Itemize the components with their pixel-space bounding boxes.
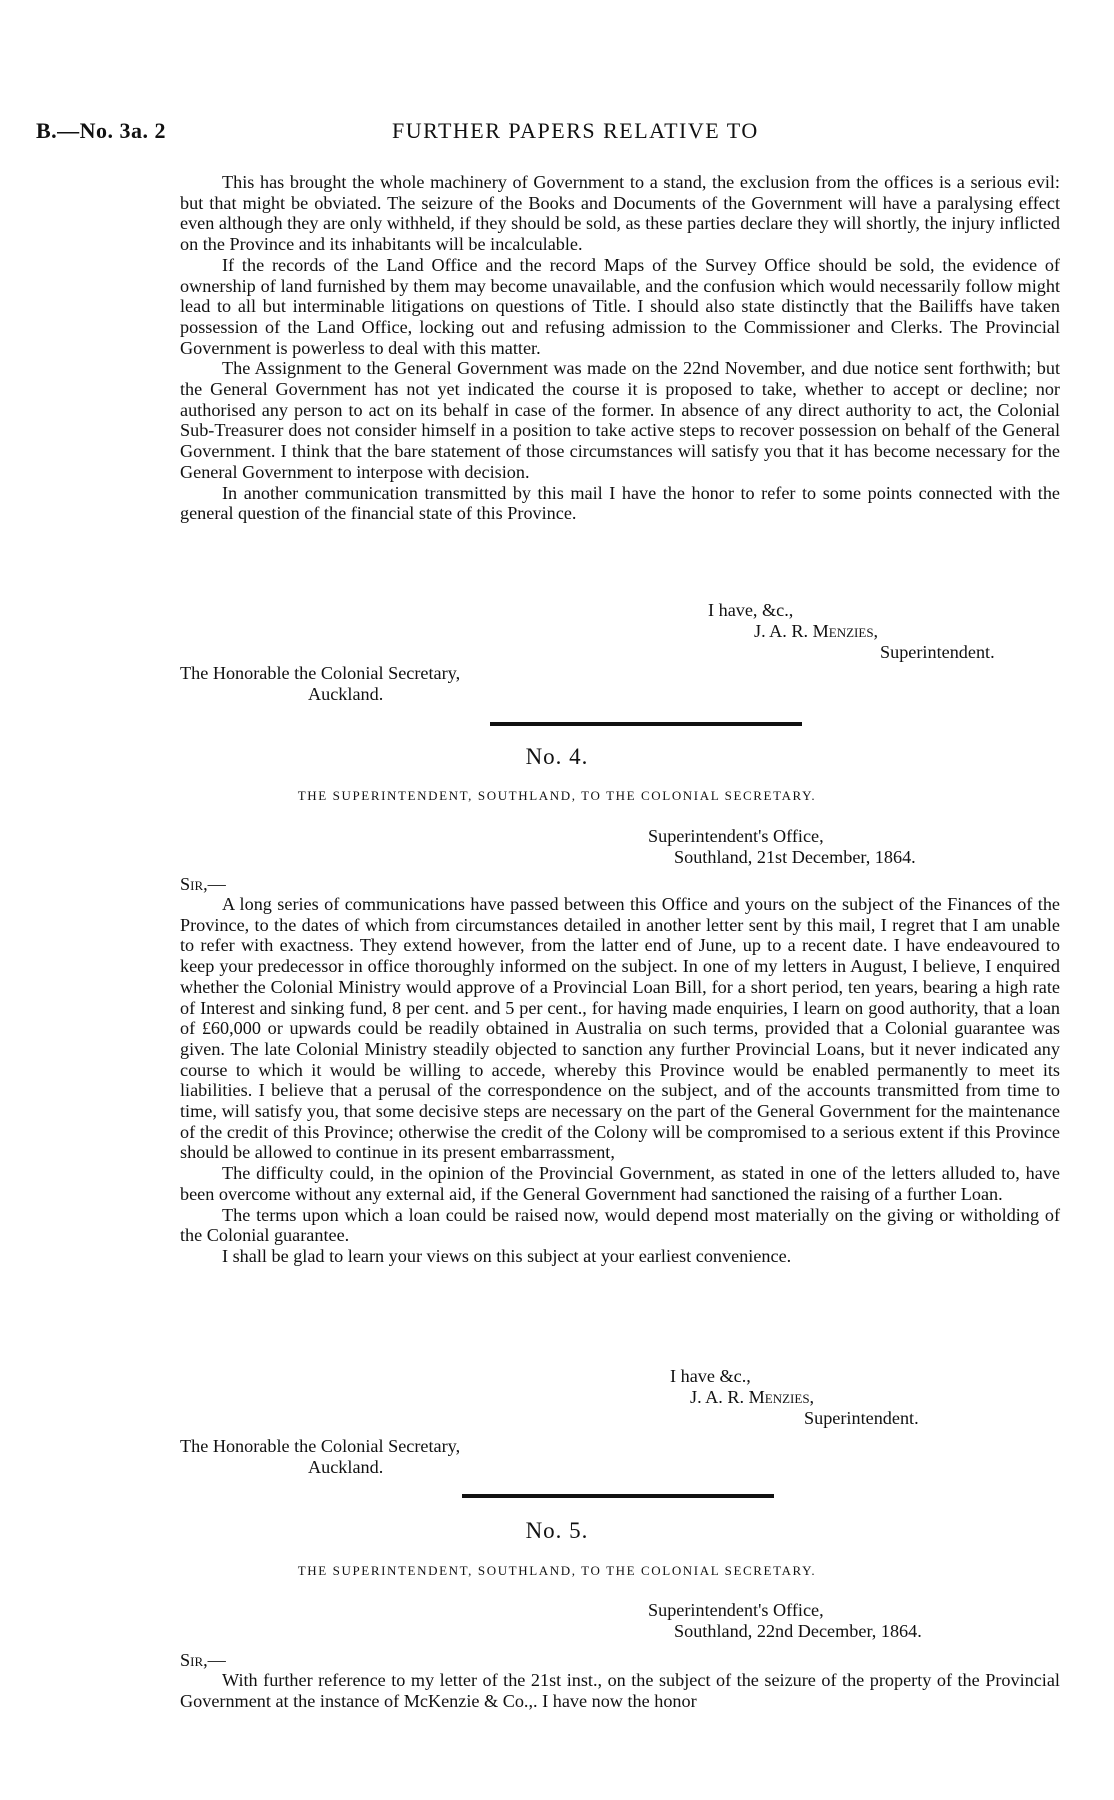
paragraph: I shall be glad to learn your views on this subject at your earliest convenience. — [222, 1245, 792, 1266]
signoff-role: Superintendent. — [804, 1408, 919, 1428]
page-title: FURTHER PAPERS RELATIVE TO — [392, 118, 759, 143]
office-line: Superintendent's Office, — [648, 1600, 824, 1620]
addressee-line: The Honorable the Colonial Secretary, — [180, 663, 461, 683]
paragraph: The difficulty could, in the opinion of the Provincial Government, as stated in one of the letters alluded to, have been overcome without any external aid, if the General Government had sanctioned the raising of a further Loan. — [180, 1163, 1060, 1204]
letter-body — [180, 1670, 1060, 1711]
page-reference: B.—No. 3a. 2 — [36, 118, 167, 143]
office-date: Southland, 21st December, 1864. — [674, 846, 916, 867]
section-divider — [490, 722, 802, 726]
salutation: Sir,— — [180, 1650, 226, 1670]
section-divider — [462, 1494, 774, 1498]
office-address — [648, 826, 916, 867]
paragraph: The Assignment to the General Government was made on the 22nd November, and due notice sent forthwith; but the General Government has not yet indicated the course it is proposed to take, whether to accept or decline; nor authorised any person to act on its behalf in case of the former. In absence of any direct authority to act, the Colonial Sub-Treasurer does not consider himself in a position to take active steps to recover possession on behalf of the General Government. I think that the bare statement of those circumstances will satisfy you that it has become necessary for the General Government to interpose with decision. — [180, 358, 1060, 482]
addressee — [180, 1436, 460, 1477]
salutation: Sir,— — [180, 874, 226, 894]
document-heading: THE SUPERINTENDENT, SOUTHLAND, TO THE COLONIAL SECRETARY. — [297, 788, 817, 803]
signoff-name: J. A. R. Menzies, — [690, 1387, 815, 1407]
signoff-closing: I have &c., — [670, 1366, 751, 1386]
continuation-body — [180, 172, 1060, 524]
addressee-place: Auckland. — [308, 1456, 384, 1477]
paragraph: With further reference to my letter of the 21st inst., on the subject of the seizure of the property of the Provincial Government at the instance of McKenzie & Co.,. I have now the honor — [180, 1670, 1060, 1711]
addressee-place: Auckland. — [308, 683, 384, 704]
signoff-closing: I have, &c., — [708, 600, 794, 620]
addressee-line: The Honorable the Colonial Secretary, — [180, 1436, 461, 1456]
document-number: No. 5. — [525, 1518, 589, 1543]
paragraph: The terms upon which a loan could be raised now, would depend most materially on the giving or witholding of the Colonial guarantee. — [180, 1204, 1060, 1246]
page-header — [36, 118, 1086, 152]
paragraph: In another communication transmitted by this mail I have the honor to refer to some points connected with the general question of the financial state of this Province. — [180, 482, 1060, 524]
addressee — [180, 663, 460, 704]
letter-body — [180, 894, 1060, 1267]
paragraph: This has brought the whole machinery of Government to a stand, the exclusion from the offices is a serious evil: but that might be obviated. The seizure of the Books and Documents of the Government will have a paralysing effect even although they are only withheld, if they should be sold, as these parties declare they will shortly, the injury inflicted on the Province and its inhabitants will be incalculable. — [180, 172, 1060, 255]
office-line: Superintendent's Office, — [648, 826, 824, 846]
document-number: No. 4. — [525, 744, 589, 769]
paragraph: If the records of the Land Office and the record Maps of the Survey Office should be sold, the evidence of ownership of land furnished by them may become unavailable, and the confusion which would necessarily follow might lead to all but interminable litigations on questions of Title. I should also state distinctly that the Bailiffs have taken possession of the Land Office, locking out and refusing admission to the Commissioner and Clerks. The Provincial Government is powerless to deal with this matter. — [180, 254, 1060, 358]
office-date: Southland, 22nd December, 1864. — [674, 1620, 922, 1641]
document-heading: THE SUPERINTENDENT, SOUTHLAND, TO THE COLONIAL SECRETARY. — [297, 1563, 817, 1578]
paragraph: A long series of communications have passed between this Office and yours on the subject of the Finances of the Province, to the dates of which from circumstances detailed in another letter sent by this mail, I regret that I am unable to refer with exactness. They extend however, from the latter end of June, up to a recent date. I have endeavoured to keep your predecessor in office thoroughly informed on the subject. In one of my letters in August, I believe, I enquired whether the Colonial Ministry would approve of a Provincial Loan Bill, for a short period, ten years, bearing a high rate of Interest and sinking fund, 8 per cent. and 5 per cent., for having made enquiries, I learn on good authority, that a loan of £60,000 or upwards could be readily obtained in Australia on such terms, provided that a Colonial guarantee was given. The late Colonial Ministry steadily objected to sanction any further Provincial Loans, but it never indicated any course to which it would be willing to accede, whereby this Province would be enabled permanently to meet its liabilities. I believe that a perusal of the correspondence on the subject, and of the accounts transmitted from time to time, will satisfy you, that some decisive steps are necessary on the part of the General Government for the maintenance of the credit of this Province; otherwise the credit of the Colony will be compromised to a serious extent if this Province should be allowed to continue in its present embarrassment, — [180, 894, 1060, 1163]
signoff-role: Superintendent. — [880, 642, 995, 662]
signoff-name: J. A. R. Menzies, — [754, 621, 879, 641]
office-address — [648, 1600, 922, 1641]
